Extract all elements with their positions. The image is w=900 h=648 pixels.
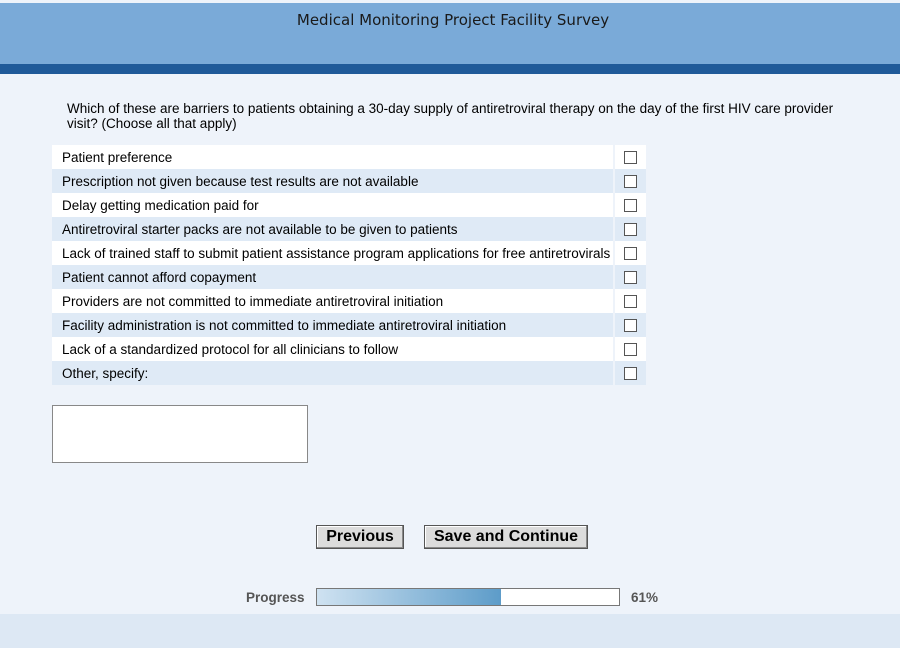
progress-bar-fill (317, 589, 501, 605)
option-label: Lack of a standardized protocol for all clinicians to follow (52, 337, 614, 361)
progress-label: Progress (246, 590, 305, 605)
option-row (52, 241, 646, 265)
option-row (52, 361, 646, 385)
option-row (52, 313, 646, 337)
previous-button[interactable]: Previous (316, 525, 404, 549)
option-label: Delay getting medication paid for (52, 193, 614, 217)
header-divider-bar (0, 64, 900, 74)
option-row (52, 265, 646, 289)
progress-bar (316, 588, 620, 606)
option-row (52, 145, 646, 169)
option-label: Patient cannot afford copayment (52, 265, 614, 289)
other-specify-textarea[interactable] (52, 405, 308, 463)
option-label: Providers are not committed to immediate antiretroviral initiation (52, 289, 614, 313)
option-row (52, 217, 646, 241)
question-text: Which of these are barriers to patients obtaining a 30-day supply of antiretroviral therapy on the day of the first HIV care provider visit? (Choose all that apply) (67, 101, 834, 131)
option-checkbox[interactable] (624, 295, 637, 308)
option-checkbox[interactable] (624, 151, 637, 164)
option-label: Other, specify: (52, 361, 614, 385)
option-label: Prescription not given because test results are not available (52, 169, 614, 193)
option-row (52, 289, 646, 313)
page-title: Medical Monitoring Project Facility Survey (296, 11, 610, 29)
save-and-continue-button[interactable]: Save and Continue (424, 525, 588, 549)
page-header (0, 3, 900, 64)
option-label: Lack of trained staff to submit patient assistance program applications for free antiretrovirals (52, 241, 614, 265)
option-label: Facility administration is not committed to immediate antiretroviral initiation (52, 313, 614, 337)
option-checkbox[interactable] (624, 343, 637, 356)
option-checkbox[interactable] (624, 367, 637, 380)
option-row (52, 337, 646, 361)
option-checkbox[interactable] (624, 271, 637, 284)
progress-percentage: 61% (631, 590, 659, 605)
option-checkbox[interactable] (624, 319, 637, 332)
option-label: Patient preference (52, 145, 614, 169)
option-row (52, 193, 646, 217)
option-checkbox[interactable] (624, 175, 637, 188)
option-row (52, 169, 646, 193)
option-checkbox[interactable] (624, 247, 637, 260)
option-label: Antiretroviral starter packs are not available to be given to patients (52, 217, 614, 241)
page-footer (0, 614, 900, 648)
option-checkbox[interactable] (624, 199, 637, 212)
option-checkbox[interactable] (624, 223, 637, 236)
options-table (52, 145, 646, 385)
